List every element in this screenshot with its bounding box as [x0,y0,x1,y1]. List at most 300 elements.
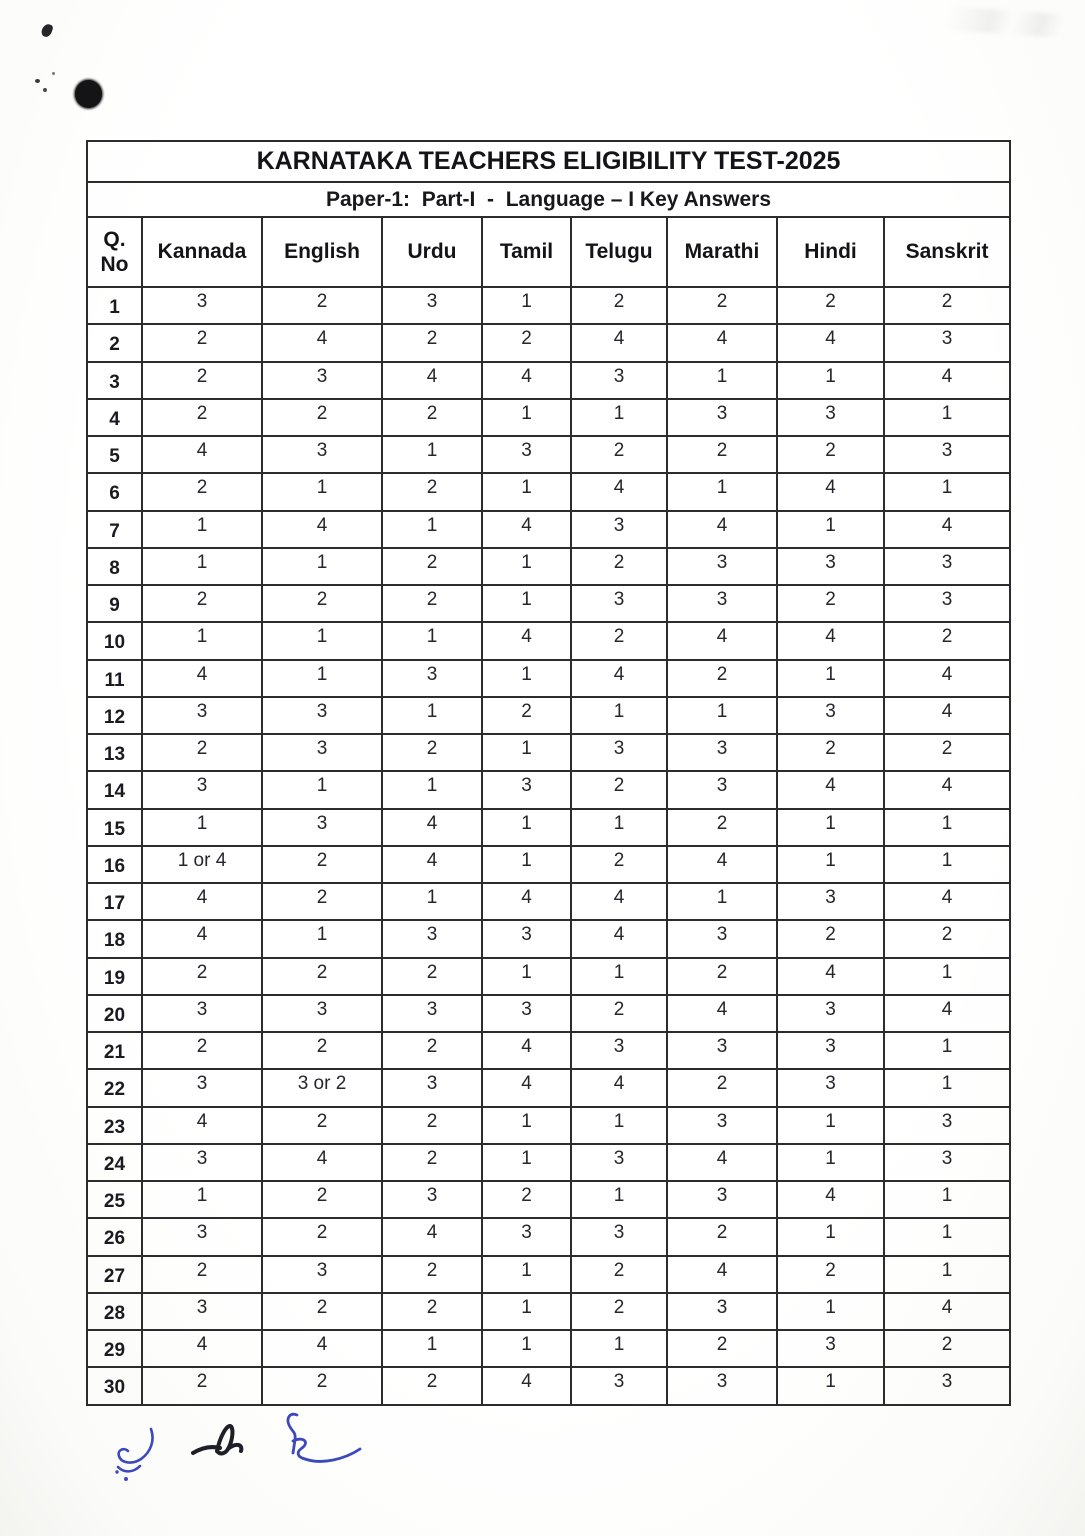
answer-cell: 2 [482,697,571,734]
table-row [87,697,1010,734]
answer-cell: 4 [262,1144,382,1181]
ink-blot-dot [75,80,102,108]
question-number: 28 [87,1293,142,1330]
answer-cell: 3 [571,585,667,622]
answer-cell: 1 [667,362,777,399]
answer-cell: 3 [777,995,884,1032]
answer-cell: 1 [571,1330,667,1367]
table-row [87,1107,1010,1144]
question-number: 6 [87,473,142,510]
answer-cell: 2 [262,1218,382,1255]
question-number: 16 [87,846,142,883]
answer-cell: 2 [142,473,262,510]
table-row [87,585,1010,622]
answer-cell: 4 [884,511,1010,548]
answer-cell: 2 [382,1032,482,1069]
answer-cell: 4 [142,883,262,920]
answer-cell: 2 [777,734,884,771]
answer-cell: 2 [382,734,482,771]
answer-cell: 3 [482,920,571,957]
answer-cell: 1 [482,1256,571,1293]
answer-cell: 1 [482,548,571,585]
answer-cell: 2 [382,1107,482,1144]
answer-cell: 4 [482,1069,571,1106]
answer-cell: 1 [382,511,482,548]
answer-cell: 4 [884,1293,1010,1330]
question-number: 9 [87,585,142,622]
answer-cell: 4 [482,1367,571,1404]
answer-cell: 3 [667,734,777,771]
answer-cell: 2 [142,399,262,436]
answer-cell: 3 [142,287,262,324]
answer-cell: 1 [262,920,382,957]
table-row [87,771,1010,808]
answer-cell: 2 [142,362,262,399]
answer-cell: 3 [777,883,884,920]
answer-cell: 4 [571,473,667,510]
answer-cell: 2 [382,958,482,995]
ink-speck [40,23,54,38]
answer-cell: 1 [884,1069,1010,1106]
answer-cell: 2 [262,1181,382,1218]
answer-cell: 1 [571,809,667,846]
answer-cell: 3 [777,548,884,585]
question-number: 7 [87,511,142,548]
table-row [87,660,1010,697]
answer-cell: 2 [667,1069,777,1106]
answer-cell: 2 [667,1330,777,1367]
answer-cell: 1 [482,585,571,622]
question-number: 21 [87,1032,142,1069]
column-header-hindi: Hindi [777,217,884,287]
table-row [87,995,1010,1032]
answer-cell: 4 [667,1144,777,1181]
answer-cell: 3 [482,995,571,1032]
table-row [87,734,1010,771]
answer-cell: 3 [482,771,571,808]
answer-cell: 3 [262,995,382,1032]
question-number: 10 [87,622,142,659]
answer-cell: 1 [482,846,571,883]
answer-cell: 1 [884,399,1010,436]
answer-cell: 1 [777,511,884,548]
answer-cell: 2 [777,436,884,473]
table-row [87,436,1010,473]
answer-cell: 2 [382,1256,482,1293]
document-subtitle: Paper-1: Part-I - Language – I Key Answers [87,182,1010,217]
table-row [87,548,1010,585]
answer-cell: 1 [777,1218,884,1255]
question-number: 3 [87,362,142,399]
answer-cell: 1 [667,473,777,510]
answer-cell: 1 [262,622,382,659]
table-row [87,622,1010,659]
answer-cell: 3 [667,771,777,808]
answer-cell: 4 [667,995,777,1032]
question-number: 8 [87,548,142,585]
answer-cell: 2 [382,1293,482,1330]
answer-cell: 4 [262,324,382,361]
answer-cell: 1 [382,883,482,920]
answer-cell: 1 [777,362,884,399]
answer-cell: 3 [571,511,667,548]
answer-cell: 4 [482,1032,571,1069]
question-number: 2 [87,324,142,361]
answer-cell: 4 [571,883,667,920]
answer-cell: 3 [667,399,777,436]
answer-cell: 1 [482,809,571,846]
answer-cell: 1 [482,1330,571,1367]
answer-cell: 3 [667,1032,777,1069]
column-header-english: English [262,217,382,287]
answer-cell: 3 [262,809,382,846]
column-header-kannada: Kannada [142,217,262,287]
document-title: KARNATAKA TEACHERS ELIGIBILITY TEST-2025 [87,141,1010,182]
answer-cell: 2 [262,1293,382,1330]
answer-cell: 4 [482,883,571,920]
answer-cell: 2 [382,1144,482,1181]
answer-cell: 2 [777,920,884,957]
answer-cell: 4 [142,920,262,957]
answer-cell: 2 [142,324,262,361]
answer-cell: 3 [142,995,262,1032]
question-number: 20 [87,995,142,1032]
column-header-marathi: Marathi [667,217,777,287]
answer-cell: 1 [382,1330,482,1367]
answer-cell: 2 [571,771,667,808]
answer-cell: 1 [884,1181,1010,1218]
answer-cell: 3 [262,734,382,771]
answer-cell: 2 [667,809,777,846]
answer-key-table [86,140,1011,1406]
answer-cell: 4 [667,324,777,361]
answer-cell: 4 [142,1330,262,1367]
answer-cell: 1 [142,548,262,585]
column-header-q-no: Q. No [87,217,142,287]
answer-cell: 2 [777,585,884,622]
answer-cell: 1 [777,660,884,697]
answer-cell: 1 [482,287,571,324]
answer-cell: 3 [777,1069,884,1106]
answer-cell: 1 or 4 [142,846,262,883]
answer-cell: 3 [571,734,667,771]
answer-cell: 3 [382,660,482,697]
ink-speck [43,88,47,92]
table-row [87,958,1010,995]
answer-cell: 3 [884,585,1010,622]
question-number: 27 [87,1256,142,1293]
answer-cell: 2 [667,287,777,324]
answer-cell: 4 [884,883,1010,920]
answer-cell: 2 [382,324,482,361]
question-number: 15 [87,809,142,846]
answer-cell: 4 [777,1181,884,1218]
answer-cell: 2 [262,846,382,883]
answer-cell: 2 [262,585,382,622]
answer-cell: 2 [382,585,482,622]
answer-cell: 4 [382,362,482,399]
answer-cell: 2 [667,958,777,995]
table-row [87,1032,1010,1069]
answer-cell: 3 [667,1293,777,1330]
table-row [87,473,1010,510]
answer-cell: 1 [262,771,382,808]
table-row [87,362,1010,399]
answer-cell: 2 [382,473,482,510]
column-header-row [87,217,1010,287]
answer-cell: 2 [571,287,667,324]
answer-cell: 2 [262,1032,382,1069]
answer-cell: 1 [142,622,262,659]
table-row [87,1293,1010,1330]
answer-cell: 4 [382,809,482,846]
answer-cell: 3 [884,1367,1010,1404]
answer-cell: 1 [667,697,777,734]
answer-cell: 4 [142,1107,262,1144]
table-row [87,1367,1010,1404]
answer-cell: 4 [262,511,382,548]
answer-cell: 4 [382,846,482,883]
answer-cell: 2 [142,585,262,622]
answer-cell: 4 [482,362,571,399]
table-row [87,1330,1010,1367]
answer-cell: 2 [382,399,482,436]
table-row [87,1144,1010,1181]
question-number: 1 [87,287,142,324]
answer-cell: 2 [667,1218,777,1255]
answer-cell: 1 [482,1107,571,1144]
question-number: 18 [87,920,142,957]
answer-cell: 4 [142,660,262,697]
table-row [87,883,1010,920]
answer-cell: 4 [884,660,1010,697]
question-number: 5 [87,436,142,473]
answer-cell: 1 [482,399,571,436]
answer-cell: 2 [262,883,382,920]
answer-cell: 1 [884,846,1010,883]
answer-cell: 3 [667,1181,777,1218]
answer-cell: 4 [262,1330,382,1367]
table-row [87,287,1010,324]
answer-cell: 1 [382,436,482,473]
answer-cell: 1 [884,473,1010,510]
answer-cell: 3 [482,1218,571,1255]
answer-cell: 2 [262,287,382,324]
answer-cell: 1 [262,473,382,510]
answer-cell: 2 [382,1367,482,1404]
answer-cell: 2 [262,1107,382,1144]
answer-cell: 3 [142,1218,262,1255]
answer-cell: 2 [571,995,667,1032]
answer-cell: 3 [777,1032,884,1069]
answer-cell: 1 [482,473,571,510]
answer-cell: 1 [262,660,382,697]
answer-cell: 2 [571,846,667,883]
answer-cell: 3 [142,1069,262,1106]
question-number: 26 [87,1218,142,1255]
answer-cell: 1 [142,1181,262,1218]
table-row [87,324,1010,361]
answer-cell: 2 [482,1181,571,1218]
answer-cell: 1 [482,958,571,995]
answer-cell: 1 [777,1293,884,1330]
answer-cell: 4 [777,324,884,361]
answer-cell: 4 [571,660,667,697]
answer-cell: 1 [777,846,884,883]
answer-cell: 3 [884,1144,1010,1181]
answer-cell: 3 [667,1367,777,1404]
answer-cell: 1 [482,1144,571,1181]
answer-rows [87,287,1010,1405]
table-row [87,1218,1010,1255]
answer-cell: 4 [777,771,884,808]
answer-cell: 4 [884,995,1010,1032]
answer-cell: 4 [884,771,1010,808]
answer-cell: 3 [667,920,777,957]
answer-cell: 3 [142,697,262,734]
answer-cell: 3 [571,1144,667,1181]
question-number: 29 [87,1330,142,1367]
table-row [87,809,1010,846]
answer-cell: 3 [382,995,482,1032]
answer-cell: 3 [382,920,482,957]
answer-cell: 3 [571,1218,667,1255]
table-row [87,1181,1010,1218]
answer-cell: 1 [382,697,482,734]
scan-smudge [934,5,1075,39]
question-number: 23 [87,1107,142,1144]
answer-cell: 1 [382,622,482,659]
answer-cell: 3 [262,362,382,399]
answer-cell: 2 [142,734,262,771]
answer-cell: 2 [884,920,1010,957]
answer-cell: 3 [262,436,382,473]
answer-cell: 3 [571,1367,667,1404]
answer-cell: 4 [667,846,777,883]
table-row [87,920,1010,957]
answer-cell: 2 [142,1367,262,1404]
answer-cell: 2 [884,734,1010,771]
answer-cell: 3 [884,548,1010,585]
answer-cell: 3 [262,697,382,734]
answer-cell: 3 [571,362,667,399]
answer-cell: 4 [777,473,884,510]
answer-cell: 1 [667,883,777,920]
question-number: 4 [87,399,142,436]
answer-cell: 3 [262,1256,382,1293]
answer-cell: 3 [884,324,1010,361]
answer-cell: 2 [884,622,1010,659]
answer-cell: 3 [884,1107,1010,1144]
question-number: 11 [87,660,142,697]
answer-cell: 4 [777,622,884,659]
table-row [87,1069,1010,1106]
answer-cell: 3 or 2 [262,1069,382,1106]
column-header-urdu: Urdu [382,217,482,287]
question-number: 13 [87,734,142,771]
answer-cell: 4 [667,1256,777,1293]
question-number: 14 [87,771,142,808]
answer-cell: 2 [667,436,777,473]
answer-cell: 3 [142,1144,262,1181]
answer-cell: 1 [571,1181,667,1218]
answer-cell: 4 [571,1069,667,1106]
answer-cell: 1 [482,660,571,697]
answer-cell: 2 [777,1256,884,1293]
answer-cell: 1 [482,734,571,771]
answer-cell: 4 [884,697,1010,734]
answer-cell: 2 [571,548,667,585]
answer-cell: 3 [667,1107,777,1144]
answer-cell: 3 [667,548,777,585]
answer-cell: 1 [571,1107,667,1144]
answer-cell: 1 [884,958,1010,995]
question-number: 30 [87,1367,142,1404]
answer-cell: 1 [777,809,884,846]
question-number: 22 [87,1069,142,1106]
answer-cell: 2 [667,660,777,697]
answer-cell: 1 [571,399,667,436]
answer-cell: 1 [571,958,667,995]
answer-cell: 3 [777,399,884,436]
answer-cell: 2 [777,287,884,324]
answer-cell: 4 [482,622,571,659]
answer-cell: 2 [571,622,667,659]
answer-cell: 2 [142,1032,262,1069]
answer-cell: 4 [142,436,262,473]
answer-cell: 1 [382,771,482,808]
answer-cell: 3 [571,1032,667,1069]
signature-blue-left [115,1429,152,1481]
signature-dark-middle [193,1426,241,1453]
answer-cell: 2 [571,1293,667,1330]
answer-cell: 4 [884,362,1010,399]
answer-cell: 1 [482,1293,571,1330]
question-number: 17 [87,883,142,920]
answer-cell: 1 [142,809,262,846]
title-row [87,141,1010,182]
answer-cell: 2 [884,287,1010,324]
answer-cell: 3 [777,697,884,734]
table-row [87,399,1010,436]
answer-cell: 4 [571,324,667,361]
answer-cell: 1 [884,1256,1010,1293]
answer-cell: 3 [667,585,777,622]
ink-speck [35,79,40,83]
answer-cell: 3 [482,436,571,473]
answer-cell: 1 [262,548,382,585]
answer-cell: 3 [382,1069,482,1106]
question-number: 25 [87,1181,142,1218]
table-row [87,511,1010,548]
answer-cell: 1 [571,697,667,734]
table-row [87,1256,1010,1293]
answer-cell: 4 [482,511,571,548]
answer-cell: 2 [571,436,667,473]
answer-cell: 2 [571,1256,667,1293]
ink-speck [52,72,55,75]
answer-cell: 4 [382,1218,482,1255]
signature-blue-right [288,1414,360,1461]
answer-cell: 1 [777,1144,884,1181]
column-header-sanskrit: Sanskrit [884,217,1010,287]
answer-cell: 3 [382,1181,482,1218]
answer-cell: 2 [382,548,482,585]
answer-cell: 1 [884,1218,1010,1255]
answer-cell: 2 [142,1256,262,1293]
question-number: 24 [87,1144,142,1181]
answer-cell: 4 [777,958,884,995]
